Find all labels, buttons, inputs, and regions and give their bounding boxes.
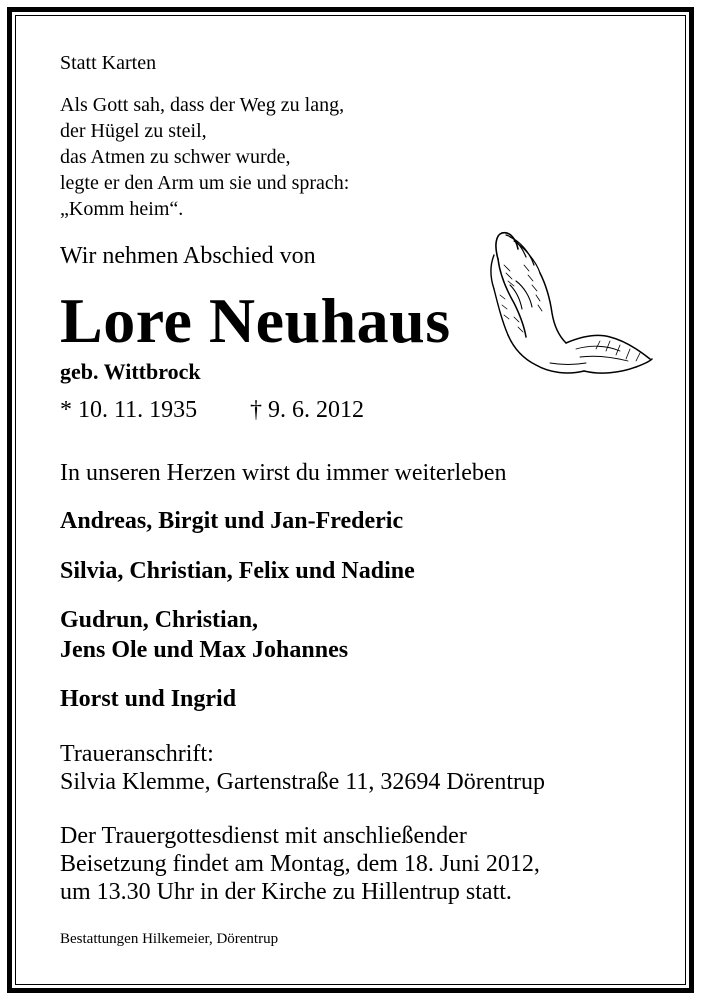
family-line: Jens Ole und Max Johannes bbox=[60, 637, 349, 663]
service-line: um 13.30 Uhr in der Kirche zu Hillentrup statt. bbox=[60, 879, 512, 905]
family-group bbox=[60, 684, 236, 714]
remembrance-text: In unseren Herzen wirst du immer weiterleben bbox=[60, 460, 507, 486]
family-group bbox=[60, 506, 403, 536]
service-line: Beisetzung findet am Montag, dem 18. Juni 2012, bbox=[60, 851, 540, 877]
undertaker-footer: Bestattungen Hilkemeier, Dörentrup bbox=[60, 931, 279, 947]
service-line: Der Trauergottesdienst mit anschließender bbox=[60, 823, 467, 849]
family-line: Gudrun, Christian, bbox=[60, 607, 259, 633]
mourning-address bbox=[60, 740, 545, 796]
birth-date: * 10. 11. 1935 bbox=[60, 397, 198, 423]
family-line: Silvia, Christian, Felix und Nadine bbox=[60, 558, 415, 584]
family-line: Andreas, Birgit und Jan-Frederic bbox=[60, 508, 404, 534]
family-line: Horst und Ingrid bbox=[60, 686, 237, 712]
family-group bbox=[60, 605, 348, 665]
poem-line: legte er den Arm um sie und sprach: bbox=[60, 172, 350, 194]
poem bbox=[60, 92, 349, 222]
service-notice bbox=[60, 822, 540, 906]
address-line: Silvia Klemme, Gartenstraße 11, 32694 Dörentrup bbox=[60, 769, 545, 795]
death-date: † 9. 6. 2012 bbox=[250, 397, 364, 423]
nee-name: geb. Wittbrock bbox=[60, 359, 201, 384]
deceased-name: Lore Neuhaus bbox=[60, 285, 451, 356]
intro-text: Wir nehmen Abschied von bbox=[60, 243, 316, 269]
praying-hands-icon bbox=[480, 225, 655, 385]
address-label: Traueranschrift: bbox=[60, 741, 214, 767]
family-group bbox=[60, 556, 415, 586]
poem-line: „Komm heim“. bbox=[60, 198, 184, 220]
poem-line: das Atmen zu schwer wurde, bbox=[60, 146, 291, 168]
statt-karten: Statt Karten bbox=[60, 52, 157, 74]
poem-line: Als Gott sah, dass der Weg zu lang, bbox=[60, 94, 345, 116]
poem-line: der Hügel zu steil, bbox=[60, 120, 207, 142]
